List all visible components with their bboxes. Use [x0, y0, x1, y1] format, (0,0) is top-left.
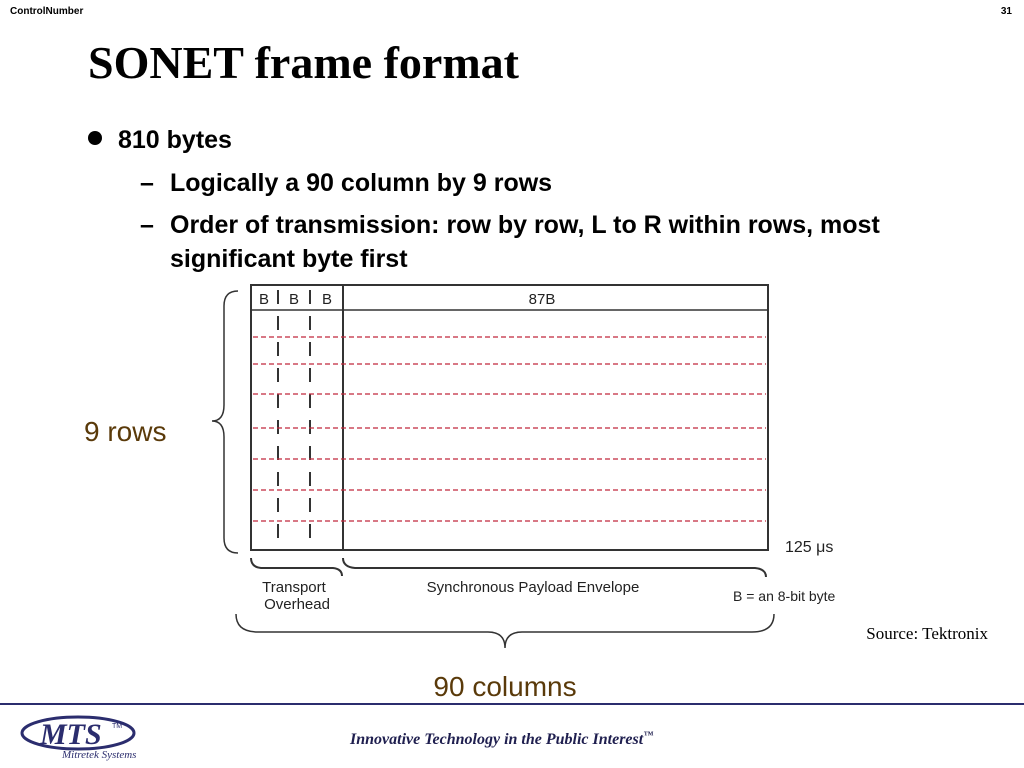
logo-tm: TM — [112, 723, 123, 730]
overhead-col-label-3: B — [321, 291, 333, 308]
logo-subtitle: Mitretek Systems — [62, 749, 137, 761]
overhead-col-label-1: B — [258, 291, 270, 308]
time-label: 125 μs — [785, 539, 834, 556]
dash-icon: – — [140, 169, 154, 197]
transport-overhead-label-1: Transport — [262, 579, 326, 596]
footer-divider — [0, 703, 1024, 705]
page-number: 31 — [1000, 6, 1012, 17]
transport-overhead-label-2: Overhead — [264, 596, 330, 613]
control-number: ControlNumber — [10, 6, 84, 17]
payload-brace-icon — [343, 558, 766, 577]
overhead-col-label-2: B — [288, 291, 300, 308]
tagline-text: Innovative Technology in the Public Interest — [350, 731, 644, 748]
logo-text: MTS — [40, 718, 102, 751]
payload-envelope-label: Synchronous Payload Envelope — [426, 579, 640, 596]
byte-note: B = an 8-bit byte — [733, 588, 836, 604]
overhead-brace-icon — [251, 558, 342, 576]
columns-brace-icon — [236, 614, 774, 648]
payload-col-label: 87B — [528, 291, 556, 308]
frame-outline — [251, 285, 768, 550]
row-lines — [253, 337, 766, 521]
footer-tagline — [350, 730, 653, 749]
rows-label: 9 rows — [84, 416, 167, 447]
bullet-main-text: 810 bytes — [118, 126, 232, 154]
columns-label: 90 columns — [433, 671, 577, 702]
slide-title: SONET frame format — [88, 37, 519, 88]
source-credit: Source: Tektronix — [866, 624, 988, 643]
dash-icon: – — [140, 211, 154, 239]
sub-bullet-2-text: Order of transmission: row by row, L to R within rows, most significant byte first — [170, 211, 880, 273]
tagline-tm: ™ — [643, 730, 654, 741]
rows-brace-icon — [212, 291, 238, 553]
mts-logo — [18, 712, 188, 764]
sub-bullet-1-text: Logically a 90 column by 9 rows — [170, 169, 553, 197]
